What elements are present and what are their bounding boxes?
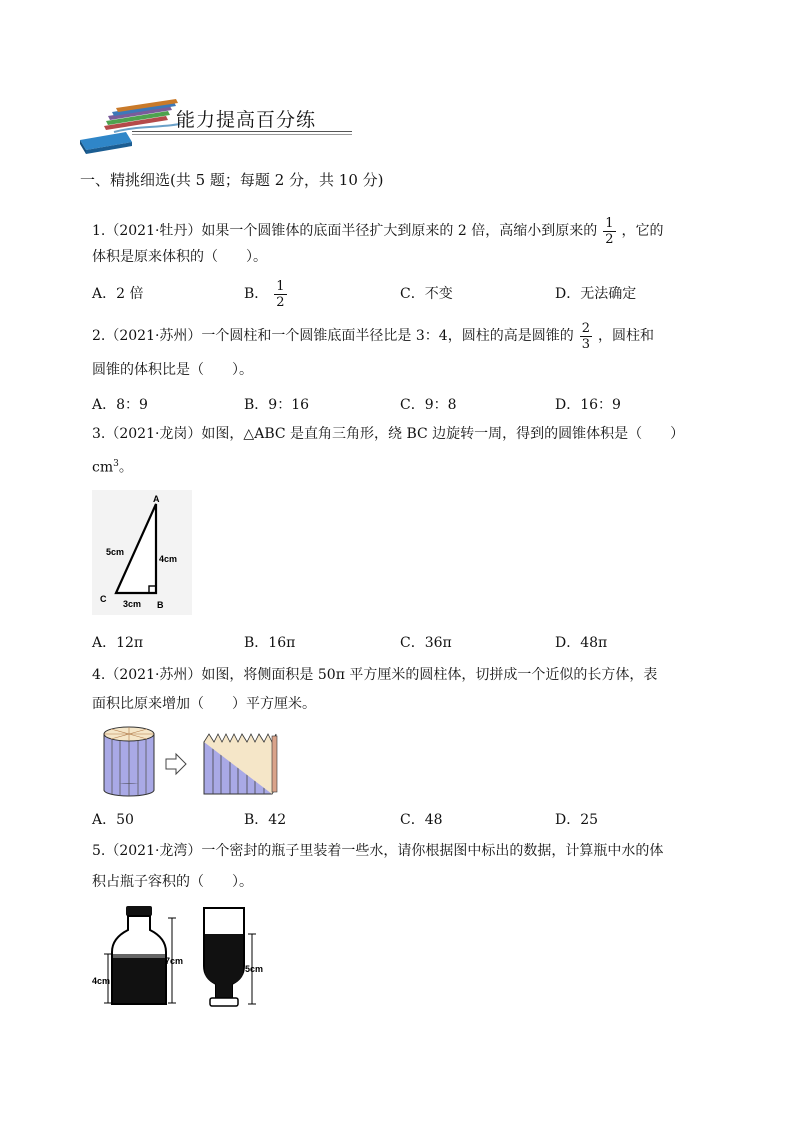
q2-line1 [92, 316, 654, 356]
q1-option-d[interactable]: D．无法确定 [555, 286, 637, 302]
books-icon [76, 96, 186, 156]
q4-line2: 面积比原来增加（ ）平方厘米。 [92, 696, 316, 712]
q4-option-d[interactable]: D．25 [555, 812, 599, 828]
q3-label-hyp: 5cm [106, 547, 125, 557]
q1-fraction [603, 216, 615, 247]
q3-line2-end: 。 [118, 459, 133, 476]
q1-frac-den: 2 [605, 231, 614, 247]
q2-option-a[interactable]: A．8：9 [92, 397, 148, 413]
q3-label-b: B [157, 600, 164, 610]
q1-text-post: ，它的 [621, 223, 664, 239]
header-underline [132, 131, 352, 135]
q3-label-base: 3cm [123, 599, 142, 609]
q2-frac-den: 3 [581, 336, 590, 352]
q1-line2: 体积是原来体积的（ ）。 [92, 249, 267, 265]
q5-label-total: 7cm [165, 956, 184, 966]
q3-option-a[interactable]: A．12π [92, 635, 144, 651]
q3-triangle-figure [92, 490, 192, 615]
q1-frac-num: 1 [605, 215, 614, 231]
q2-line2: 圆锥的体积比是（ ）。 [92, 362, 253, 378]
q3-line1: 3.（2021·龙岗）如图，△ABC 是直角三角形，绕 BC 边旋转一周，得到的圆锥体积是（ ） [92, 426, 685, 442]
q3-label-a: A [153, 494, 160, 504]
q1-option-c[interactable]: C．不变 [400, 286, 453, 302]
q5-label-water-right: 5cm [245, 964, 264, 974]
q4-cylinder-figure [100, 724, 280, 800]
q2-option-c[interactable]: C．9：8 [400, 397, 457, 413]
q1-option-b-den: 2 [276, 294, 285, 310]
q5-line2: 积占瓶子容积的（ ）。 [92, 874, 253, 890]
q5-label-water-left: 4cm [92, 976, 111, 986]
section-heading: 一、精挑细选(共 5 题；每题 2 分，共 10 分) [80, 171, 384, 189]
q2-option-d[interactable]: D．16：9 [555, 397, 621, 413]
q2-frac-num: 2 [581, 320, 590, 336]
q5-bottles-figure [92, 904, 282, 1012]
header-title: 能力提高百分练 [176, 109, 317, 131]
q1-line1 [92, 211, 664, 251]
q3-option-b[interactable]: B．16π [244, 635, 296, 651]
q3-option-c[interactable]: C．36π [400, 635, 452, 651]
q1-option-b-num: 1 [276, 278, 285, 294]
arrow-right-icon [166, 754, 186, 774]
q1-option-b-fraction [274, 279, 286, 310]
q2-option-b[interactable]: B．9：16 [244, 397, 310, 413]
q3-option-d[interactable]: D．48π [555, 635, 608, 651]
q3-label-c: C [100, 594, 107, 604]
q3-line2 [92, 455, 133, 477]
q1-text-pre: 1.（2021·牡丹）如果一个圆锥体的底面半径扩大到原来的 2 倍，高缩小到原来的 [92, 223, 598, 239]
q1-option-b-label: B． [244, 286, 269, 302]
q1-option-b[interactable] [244, 275, 293, 313]
q4-line1: 4.（2021·苏州）如图，将侧面积是 50π 平方厘米的圆柱体，切拼成一个近似的长方体，表 [92, 667, 658, 683]
q4-option-b[interactable]: B．42 [244, 812, 287, 828]
q3-label-height: 4cm [159, 554, 178, 564]
q2-text-pre: 2.（2021·苏州）一个圆柱和一个圆锥底面半径比是 3：4，圆柱的高是圆锥的 [92, 328, 574, 344]
q2-fraction [580, 321, 592, 352]
q5-line1: 5.（2021·龙湾）一个密封的瓶子里装着一些水，请你根据图中标出的数据，计算瓶中水的体 [92, 843, 664, 859]
q4-option-a[interactable]: A．50 [92, 812, 134, 828]
q3-unit: cm [92, 459, 114, 476]
q2-text-post: ，圆柱和 [597, 328, 654, 344]
q4-option-c[interactable]: C．48 [400, 812, 443, 828]
header-banner [76, 96, 356, 156]
q1-option-a[interactable]: A．2 倍 [92, 286, 144, 302]
q3-unit-sup: 3 [113, 459, 119, 469]
